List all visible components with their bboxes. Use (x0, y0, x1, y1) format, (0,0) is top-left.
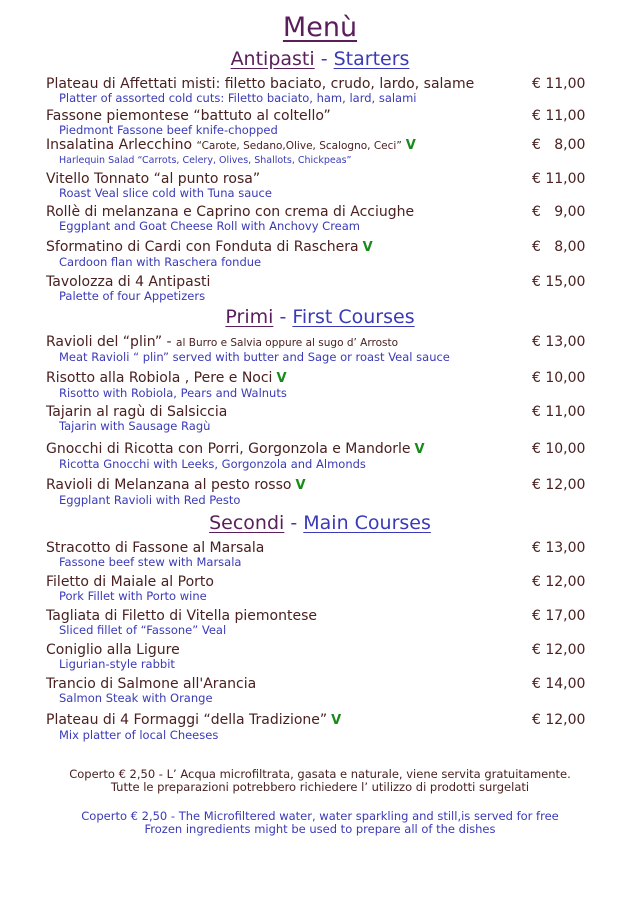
dish-price: € 12,00 (532, 574, 586, 590)
menu-item (46, 334, 606, 364)
menu-title: Menù (282, 12, 358, 43)
dish-name: Fassone piemontese “battuto al coltello” (46, 108, 331, 124)
dish-price: € 9,00 (532, 204, 586, 220)
menu-item (46, 441, 606, 471)
dish-price: € 13,00 (532, 334, 586, 350)
dish-name: Coniglio alla Ligure (46, 642, 180, 658)
dish-name: Gnocchi di Ricotta con Porri, Gorgonzola e Mandorle V (46, 441, 425, 457)
dish-price: € 12,00 (532, 712, 586, 728)
vegetarian-mark: V (362, 240, 373, 255)
dish-description: Mix platter of local Cheeses (59, 728, 219, 742)
dish-name: Stracotto di Fassone al Marsala (46, 540, 265, 556)
menu-item (46, 574, 606, 603)
menu-item (46, 108, 606, 137)
menu-item (46, 370, 606, 400)
vegetarian-mark: V (276, 371, 287, 386)
dish-description: Meat Ravioli “ plin” served with butter and Sage or roast Veal sauce (59, 350, 450, 364)
dish-name: Ravioli del “plin” - al Burro e Salvia oppure al sugo d’ Arrosto (46, 334, 399, 350)
menu-item (46, 477, 606, 507)
menu-item (46, 171, 606, 200)
dish-description: Eggplant Ravioli with Red Pesto (59, 493, 241, 507)
dish-price: € 10,00 (532, 370, 586, 386)
dish-description: Tajarin with Sausage Ragù (59, 419, 211, 433)
dish-name: Ravioli di Melanzana al pesto rosso V (46, 477, 306, 493)
dish-description: Sliced fillet of “Fassone” Veal (59, 623, 227, 637)
menu-item (46, 712, 606, 742)
dish-name: Rollè di melanzana e Caprino con crema di Acciughe (46, 204, 415, 220)
dish-description: Piedmont Fassone beef knife-chopped (59, 123, 278, 137)
menu-item (46, 204, 606, 233)
dish-name: Tavolozza di 4 Antipasti (46, 274, 211, 290)
dish-name: Tajarin al ragù di Salsiccia (46, 404, 228, 420)
dish-name: Trancio di Salmone all'Arancia (46, 676, 257, 692)
menu-item (46, 76, 606, 105)
dish-price: € 10,00 (532, 441, 586, 457)
dish-price: € 17,00 (532, 608, 586, 624)
dish-description: Risotto with Robiola, Pears and Walnuts (59, 386, 287, 400)
dish-price: € 8,00 (532, 239, 586, 255)
dish-description: Palette of four Appetizers (59, 289, 206, 303)
dish-price: € 11,00 (532, 76, 586, 92)
menu-item (46, 239, 606, 269)
section-heading-antipasti: Antipasti - Starters (230, 48, 410, 70)
dish-price: € 14,00 (532, 676, 586, 692)
section-heading-secondi: Secondi - Main Courses (209, 512, 431, 534)
section-heading-primi: Primi - First Courses (225, 306, 415, 328)
vegetarian-mark: V (295, 478, 306, 493)
menu-item (46, 608, 606, 637)
dish-price: € 12,00 (532, 477, 586, 493)
dish-price: € 13,00 (532, 540, 586, 556)
dish-price: € 11,00 (532, 171, 586, 187)
dish-price: € 12,00 (532, 642, 586, 658)
dish-name: Filetto di Maiale al Porto (46, 574, 214, 590)
dish-description: Salmon Steak with Orange (59, 691, 213, 705)
vegetarian-mark: V (331, 713, 342, 728)
dish-price: € 11,00 (532, 108, 586, 124)
dish-description: Ricotta Gnocchi with Leeks, Gorgonzola and Almonds (59, 457, 366, 471)
dish-description: Pork Fillet with Porto wine (59, 589, 207, 603)
dish-description: Fassone beef stew with Marsala (59, 555, 242, 569)
dish-name: Tagliata di Filetto di Vitella piemontese (46, 608, 317, 624)
menu-item (46, 274, 606, 303)
dish-price: € 11,00 (532, 404, 586, 420)
dish-name: Sformatino di Cardi con Fonduta di Raschera V (46, 239, 373, 255)
dish-description: Cardoon flan with Raschera fondue (59, 255, 262, 269)
vegetarian-mark: V (414, 442, 425, 457)
menu-item (46, 540, 606, 569)
dish-name: Plateau di Affettati misti: filetto baciato, crudo, lardo, salame (46, 76, 475, 92)
dish-description: Harlequin Salad “Carrots, Celery, Olives, Shallots, Chickpeas” (59, 155, 352, 166)
dish-name: Risotto alla Robiola , Pere e Noci V (46, 370, 287, 386)
dish-name: Plateau di 4 Formaggi “della Tradizione” V (46, 712, 342, 728)
dish-description: Eggplant and Goat Cheese Roll with Anchovy Cream (59, 219, 361, 233)
dish-price: € 15,00 (532, 274, 586, 290)
menu-item (46, 404, 606, 433)
dish-description: Platter of assorted cold cuts: Filetto baciato, ham, lard, salami (59, 91, 417, 105)
footer-note-italian: Coperto € 2,50 - L’ Acqua microfiltrata, gasata e naturale, viene servita gratuitamente. Tutte le preparazioni potrebbero richiedere l’ utilizzo di prodotti surgelati (69, 767, 571, 794)
menu-item (46, 642, 606, 671)
dish-description: Ligurian-style rabbit (59, 657, 175, 671)
dish-name: Vitello Tonnato “al punto rosa” (46, 171, 261, 187)
menu-item (46, 676, 606, 705)
vegetarian-mark: V (405, 138, 416, 153)
dish-name: Insalatina Arlecchino “Carote, Sedano,Olive, Scalogno, Ceci” V (46, 137, 416, 153)
dish-price: € 8,00 (532, 137, 586, 153)
menu-item (46, 137, 606, 167)
dish-description: Roast Veal slice cold with Tuna sauce (59, 186, 272, 200)
footer-note-english: Coperto € 2,50 - The Microfiltered water, water sparkling and still,is served for free Frozen ingredients might be used to prepare all of the dishes (81, 809, 559, 836)
